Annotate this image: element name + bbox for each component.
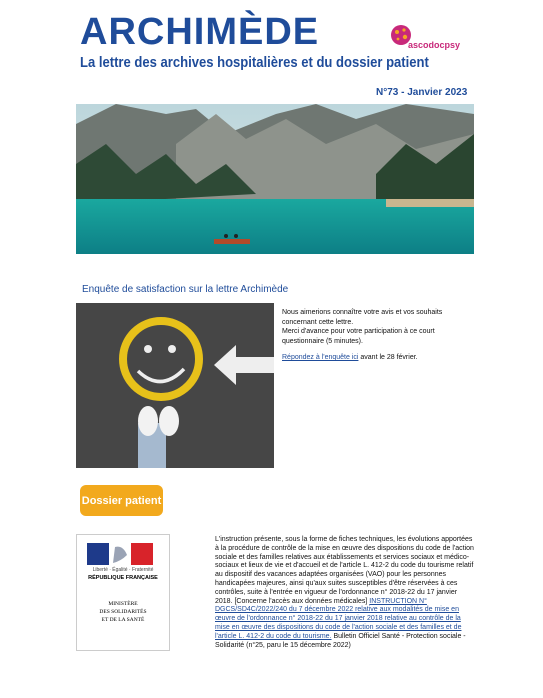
survey-line-1: Nous aimerions connaître votre avis et vos souhaits concernant cette lettre. <box>282 309 443 326</box>
instruction-source: Bulletin Officiel Santé - Protection sociale - Solidarité (n°25, paru le 15 décembre 2022) <box>215 632 466 649</box>
lake-mountain-hero-image <box>76 104 474 254</box>
ministry-logo <box>76 534 170 651</box>
survey-link-line <box>282 354 418 361</box>
republic-label: RÉPUBLIQUE FRANÇAISE <box>88 575 158 581</box>
logo-label: ascodocpsy <box>408 40 461 50</box>
survey-line-2: Merci d'avance pour votre participation à ce court questionnaire (5 minutes). <box>282 328 435 345</box>
ministry-name-2: DES SOLIDARITÉS <box>99 609 147 615</box>
smiley-face-image <box>76 303 274 468</box>
survey-deadline: avant le 28 février. <box>358 354 418 361</box>
ministry-name-3: ET DE LA SANTÉ <box>101 617 145 623</box>
survey-heading: Enquête de satisfaction sur la lettre Archimède <box>82 284 289 295</box>
survey-intro <box>282 308 467 346</box>
instruction-article <box>215 536 475 650</box>
ministry-motto: Liberté · Égalité · Fraternité <box>92 567 154 573</box>
newsletter-title: ARCHIMÈDE <box>80 11 320 53</box>
newsletter-subtitle: La lettre des archives hospitalières et du dossier patient <box>80 55 429 71</box>
ministry-name-1: MINISTÈRE <box>108 601 138 607</box>
issue-number: N°73 - Janvier 2023 <box>376 87 468 98</box>
dossier-patient-button[interactable]: Dossier patient <box>80 485 163 516</box>
instruction-link[interactable]: INSTRUCTION N° DGCS/SD4C/2022/240 du 7 décembre 2022 relative aux modalités de mise en œuvre de l'ordonnance n° 2018-22 du 17 janvier 2018 relative au contrôle de la mise en œuvre des dispositions du code de l'action sociale et des familles et de l'article L. 412-2 du code du tourisme. <box>215 597 462 640</box>
survey-link[interactable]: Répondez à l'enquête ici <box>282 354 359 361</box>
instruction-body: L'instruction présente, sous la forme de fiches techniques, les évolutions apportées à la procédure de contrôle de la mise en œuvre des dispositions du code de l'action sociale et des familles relatives aux établissements et services sociaux et médico-sociaux et lieux de vie et d'accueil et de l'article L. 412-2 du code du tourisme relatif au dispositif des vacances adaptées organisées (VAO) pour les personnes handicapées majeures, ainsi qu'aux suites susceptibles d'être réservées à ces contrôles, suite à l'entrée en vigueur de l'ordonnance n° 2018-22 du 17 janvier 2018. [Concerne l'accès aux données médicales] <box>215 536 474 605</box>
